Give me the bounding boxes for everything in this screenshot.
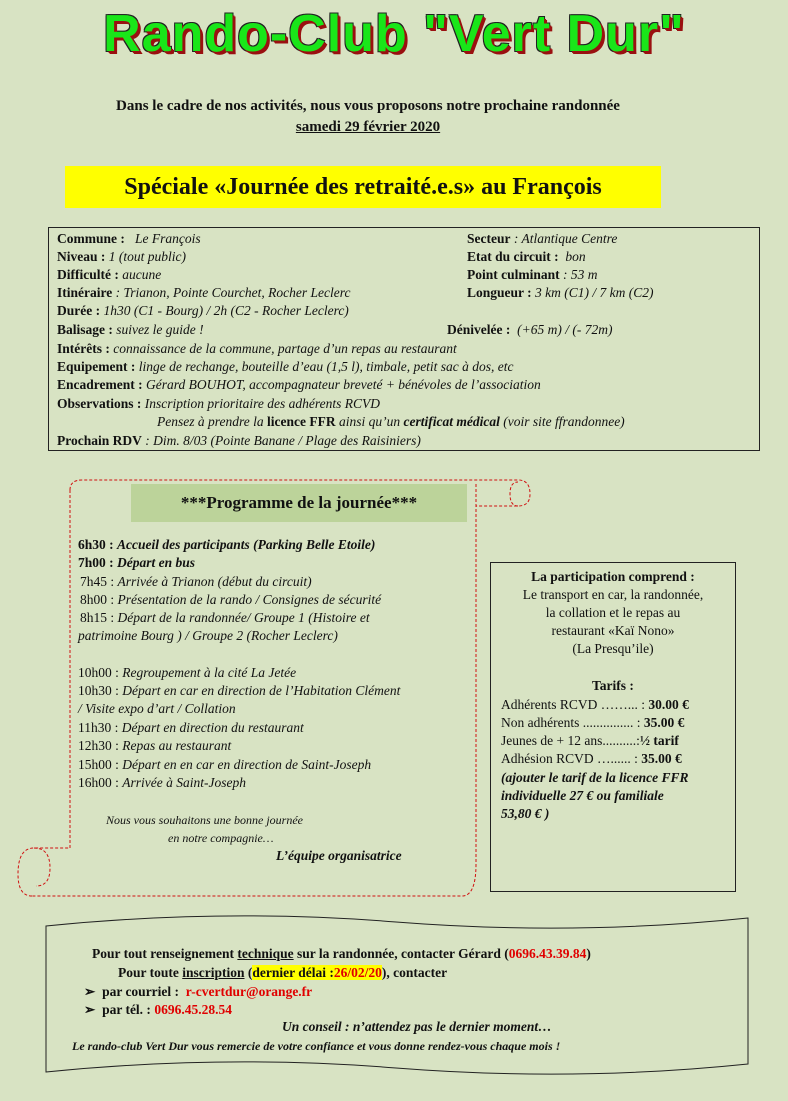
participation-line: (La Presqu’ile)	[572, 641, 654, 656]
mail-label: par courriel :	[102, 984, 180, 999]
difficulte-label: Difficulté :	[57, 267, 119, 282]
tel-label: par tél. :	[102, 1002, 151, 1017]
balisage-value: suivez le guide !	[116, 322, 204, 337]
secteur-label: Secteur	[467, 231, 511, 246]
contact-box	[44, 912, 750, 1082]
contact-text: Pour toute	[118, 965, 179, 980]
prog-text: patrimoine Bourg ) / Groupe 2 (Rocher Leclerc)	[78, 628, 338, 643]
participation-heading: La participation comprend :	[531, 569, 695, 584]
niveau-value: 1 (tout public)	[108, 249, 186, 264]
equipement-value: linge de rechange, bouteille d’eau (1,5 l), timbale, petit sac à dos, etc	[138, 359, 514, 374]
obs2-b: licence FFR	[266, 414, 336, 429]
prog-text: Arrivée à Saint-Joseph	[122, 775, 246, 790]
arrow-icon: ➢	[84, 1002, 96, 1017]
tarif-value: ½ tarif	[639, 733, 679, 748]
prog-time: 16h00 :	[78, 775, 119, 790]
tarif-label: Adhérents RCVD ……... :	[501, 697, 645, 712]
deadline-label: dernier délai :	[252, 965, 334, 980]
obs2-a: Pensez à prendre la	[157, 414, 264, 429]
duree-label: Durée :	[57, 303, 101, 318]
page-title: Rando-Club "Vert Dur"	[103, 5, 685, 63]
contact-text: )	[586, 946, 591, 961]
longueur-value: 3 km (C1) / 7 km (C2)	[535, 285, 654, 300]
special-banner: Spéciale «Journée des retraité.e.s» au François	[65, 166, 661, 208]
prog-text: Départ en car en direction de l’Habitation Clément	[122, 683, 401, 698]
contact-text: ), contacter	[381, 965, 448, 980]
denivelee-value: (+65 m) / (- 72m)	[517, 322, 613, 337]
rdv-value: : Dim. 8/03 (Pointe Banane / Plage des Raisiniers)	[145, 433, 421, 448]
obs2-e: (voir site ffrandonnee)	[503, 414, 625, 429]
contact-text: inscription	[182, 965, 245, 980]
participation-line: la collation et le repas au	[545, 605, 681, 620]
prog-time: 8h15 :	[80, 610, 115, 625]
tarif-label: Non adhérents ............... :	[501, 715, 641, 730]
participation-line: restaurant «Kaï Nono»	[551, 623, 675, 638]
contact-text: Pour tout renseignement	[92, 946, 234, 961]
culminant-value: : 53 m	[563, 267, 598, 282]
contact-text: (	[247, 965, 253, 980]
tarif-value: 35.00 €	[641, 751, 682, 766]
itineraire-label: Itinéraire	[57, 285, 113, 300]
prog-text: Repas au restaurant	[122, 738, 232, 753]
participation-line: Le transport en car, la randonnée,	[522, 587, 704, 602]
tarif-note: 53,80 € )	[501, 806, 550, 821]
programme-list	[0, 536, 480, 896]
observations-value: Inscription prioritaire des adhérents RCVD	[144, 396, 380, 411]
prog-text: Départ en en car en direction de Saint-Joseph	[122, 757, 372, 772]
encadrement-value: Gérard BOUHOT, accompagnateur breveté + bénévoles de l’association	[146, 377, 541, 392]
prog-time: 11h30 :	[78, 720, 119, 735]
niveau-label: Niveau :	[57, 249, 106, 264]
participation-box	[490, 562, 736, 892]
info-box	[48, 227, 760, 451]
interets-label: Intérêts :	[57, 341, 110, 356]
tarif-note: (ajouter le tarif de la licence FFR	[501, 770, 689, 785]
prog-time: 8h00 :	[80, 592, 115, 607]
prog-time: 12h30 :	[78, 738, 119, 753]
rdv-label: Prochain RDV	[57, 433, 142, 448]
prog-text: Regroupement à la cité La Jetée	[122, 665, 297, 680]
intro	[0, 96, 736, 138]
tarif-value: 30.00 €	[648, 697, 689, 712]
longueur-label: Longueur :	[467, 285, 532, 300]
prog-text: Présentation de la rando / Consignes de sécurité	[117, 592, 382, 607]
prog-text: / Visite expo d’art / Collation	[78, 701, 236, 716]
interets-value: connaissance de la commune, partage d’un repas au restaurant	[113, 341, 457, 356]
prog-time: 7h45 :	[80, 574, 115, 589]
programme-heading: ***Programme de la journée***	[131, 484, 467, 522]
prog-time: 10h00 :	[78, 665, 119, 680]
prog-text: Arrivée à Trianon (début du circuit)	[117, 574, 312, 589]
advice: Un conseil : n’attendez pas le dernier moment…	[282, 1019, 552, 1034]
secteur-value: : Atlantique Centre	[513, 231, 618, 246]
commune-value: Le François	[135, 231, 201, 246]
obs2-d: certificat médical	[403, 414, 500, 429]
wish-line-2: en notre compagnie…	[168, 831, 274, 845]
wish-line-1: Nous vous souhaitons une bonne journée	[106, 813, 303, 827]
denivelee-label: Dénivelée :	[447, 322, 511, 337]
tarif-note: individuelle 27 € ou familiale	[501, 788, 664, 803]
equipement-label: Equipement :	[57, 359, 136, 374]
tel-link[interactable]: 0696.45.28.54	[154, 1002, 232, 1017]
tarif-label: Jeunes de + 12 ans..........:	[501, 733, 640, 748]
balisage-label: Balisage :	[57, 322, 113, 337]
deadline-date: 26/02/20	[333, 965, 382, 980]
contact-text: sur la randonnée, contacter Gérard (	[297, 946, 509, 961]
intro-date: samedi 29 février 2020	[295, 119, 441, 135]
encadrement-label: Encadrement :	[57, 377, 143, 392]
etat-label: Etat du circuit :	[467, 249, 559, 264]
prog-time: 15h00 :	[78, 757, 119, 772]
prog-text: Départ en direction du restaurant	[121, 720, 304, 735]
commune-label: Commune :	[57, 231, 125, 246]
team-signature: L’équipe organisatrice	[276, 848, 402, 863]
email-link[interactable]: r-cvertdur@orange.fr	[185, 984, 313, 999]
gerard-phone[interactable]: 0696.43.39.84	[508, 946, 587, 961]
prog-time: 6h30 :	[78, 537, 114, 552]
etat-value: bon	[565, 249, 586, 264]
intro-line: Dans le cadre de nos activités, nous vous proposons notre prochaine randonnée	[116, 98, 620, 114]
duree-value: 1h30 (C1 - Bourg) / 2h (C2 - Rocher Leclerc)	[103, 303, 349, 318]
itineraire-value: : Trianon, Pointe Courchet, Rocher Leclerc	[115, 285, 351, 300]
tarifs-heading: Tarifs :	[592, 678, 634, 693]
obs2-c: ainsi qu’un	[338, 414, 401, 429]
arrow-icon: ➢	[84, 984, 96, 999]
contact-text: technique	[237, 946, 294, 961]
difficulte-value: aucune	[122, 267, 162, 282]
prog-time: 7h00 :	[78, 555, 114, 570]
prog-text: Accueil des participants (Parking Belle Etoile)	[117, 537, 376, 552]
prog-time: 10h30 :	[78, 683, 119, 698]
observations-label: Observations :	[57, 396, 142, 411]
culminant-label: Point culminant	[467, 267, 560, 282]
prog-text: Départ de la randonnée/ Groupe 1 (Histoire et	[117, 610, 370, 625]
tarif-value: 35.00 €	[643, 715, 685, 730]
tarif-label: Adhésion RCVD …...... :	[501, 751, 638, 766]
thanks: Le rando-club Vert Dur vous remercie de votre confiance et vous donne rendez-vous chaque mois !	[72, 1039, 561, 1053]
prog-text: Départ en bus	[117, 555, 196, 570]
